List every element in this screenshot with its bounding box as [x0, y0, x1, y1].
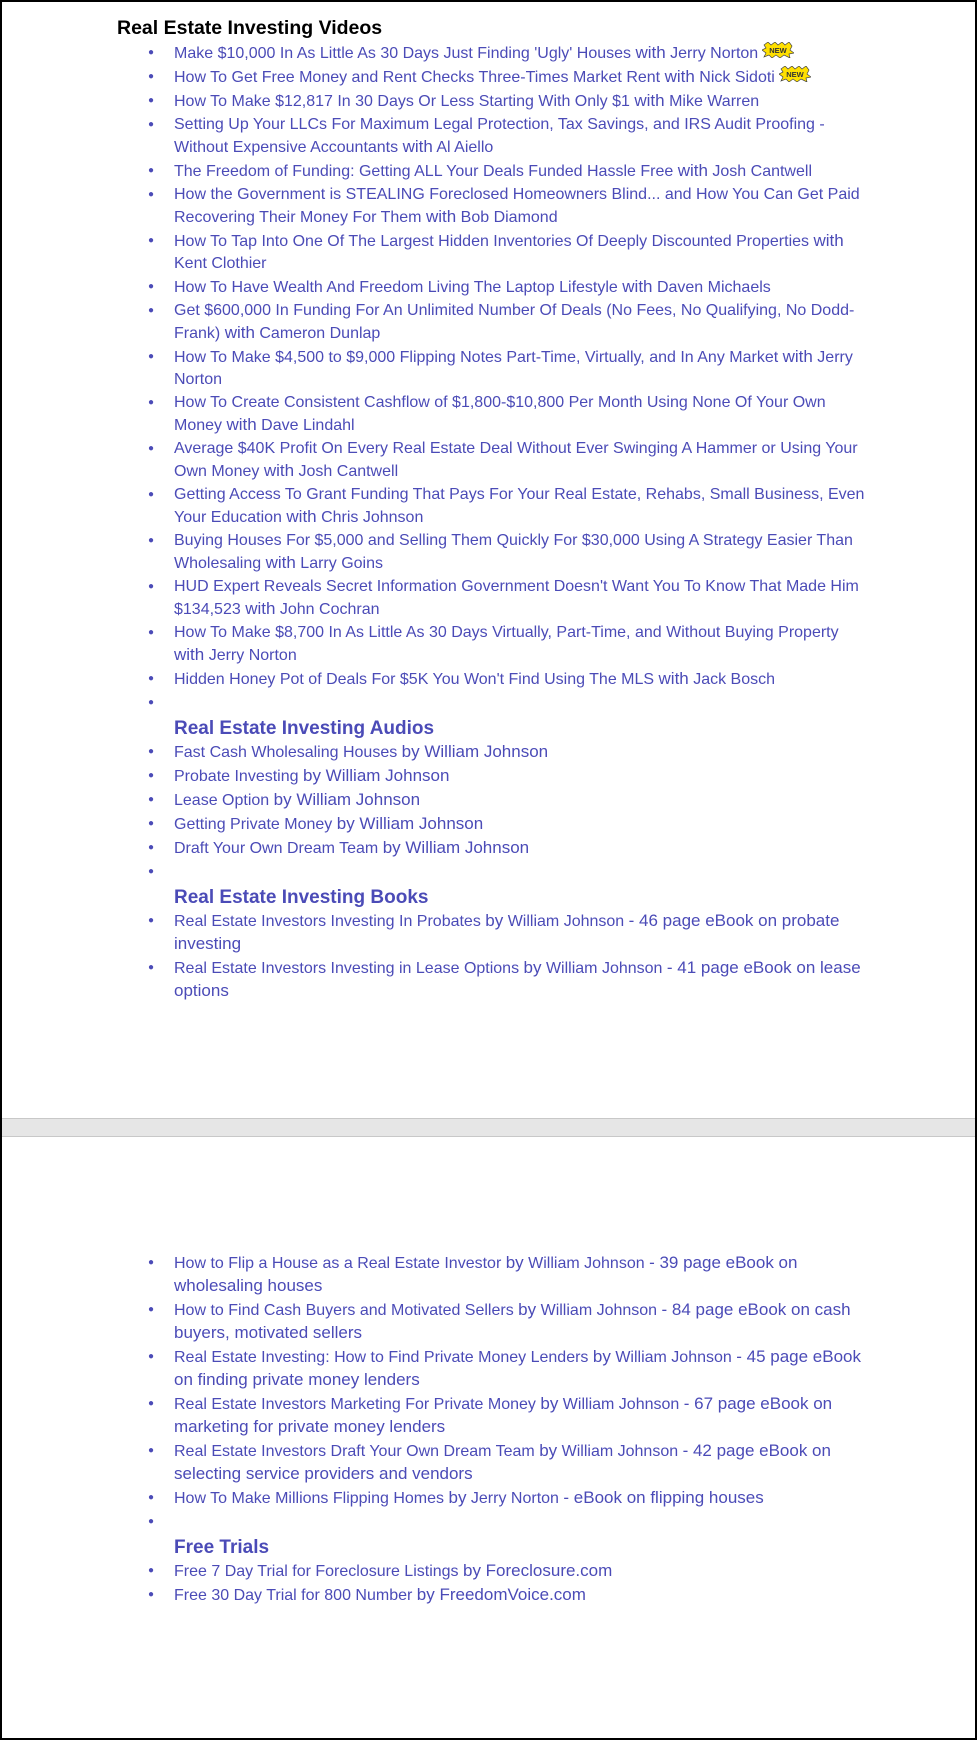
list-item: ● Hidden Honey Pot of Deals For $5K You Won't Find Using The MLS with Jack Bosch [152, 668, 872, 691]
list-item: ● How to Find Cash Buyers and Motivated Sellers by William Johnson - 84 page eBook on cash buyers, motivated sellers [152, 1299, 872, 1345]
list-item: ● How To Create Consistent Cashflow of $1,800-$10,800 Per Month Using None Of Your Own Money with Dave Lindahl [152, 392, 872, 437]
list-item-section-trials [152, 1511, 872, 1559]
audio-link[interactable]: Draft Your Own Dream Team [174, 840, 379, 857]
video-link[interactable]: Average $40K Profit On Every Real Estate Deal Without Ever Swinging A Hammer or Using Your Own Money [174, 440, 858, 480]
video-link[interactable]: Get $600,000 In Funding For An Unlimited Number Of Deals (No Fees, No Qualifying, No Dodd-Frank) [174, 302, 855, 342]
video-link[interactable]: How the Government is STEALING Foreclosed Homeowners Blind... and How You Can Get Paid Recovering Their Money For Them [174, 186, 860, 226]
list-item: ● Free 30 Day Trial for 800 Number by FreedomVoice.com [152, 1584, 872, 1607]
video-link[interactable]: How To Create Consistent Cashflow of $1,800-$10,800 Per Month Using None Of Your Own Money [174, 394, 826, 434]
list-item: ● HUD Expert Reveals Secret Information Government Doesn't Want You To Know That Made Him $134,523 with John Cochran [152, 576, 872, 621]
books-list-continued [152, 1252, 872, 1608]
list-item: ● How To Make Millions Flipping Homes by Jerry Norton - eBook on flipping houses [152, 1487, 872, 1510]
audio-link[interactable]: Probate Investing [174, 768, 299, 785]
list-item: ● Free 7 Day Trial for Foreclosure Listings by Foreclosure.com [152, 1560, 872, 1583]
list-item: ● Setting Up Your LLCs For Maximum Legal Protection, Tax Savings, and IRS Audit Proofing - Without Expensive Accountants with Al Aiello [152, 114, 872, 159]
list-item: ● How To Make $4,500 to $9,000 Flipping Notes Part-Time, Virtually, and In Any Market with Jerry Norton [152, 346, 872, 391]
audio-link[interactable]: Fast Cash Wholesaling Houses [174, 744, 398, 761]
video-link[interactable]: Buying Houses For $5,000 and Selling Them Quickly For $30,000 Using A Strategy Easier Than Wholesaling [174, 532, 853, 572]
book-link[interactable]: How to Find Cash Buyers and Motivated Sellers [174, 1302, 514, 1319]
trial-link[interactable]: Free 7 Day Trial for Foreclosure Listings [174, 1563, 459, 1580]
book-link[interactable]: Real Estate Investors Marketing For Private Money [174, 1396, 536, 1413]
list-item: ● Average $40K Profit On Every Real Estate Deal Without Ever Swinging A Hammer or Using Your Own Money with Josh Cantwell [152, 438, 872, 483]
video-link[interactable]: How To Make $12,817 In 30 Days Or Less Starting With Only $1 [174, 93, 630, 110]
trial-link[interactable]: Free 30 Day Trial for 800 Number [174, 1587, 413, 1604]
books-heading: ● Real Estate Investing Books [174, 887, 429, 908]
video-link[interactable]: Make $10,000 In As Little As 30 Days Just Finding 'Ugly' Houses [174, 45, 632, 62]
videos-heading: Real Estate Investing Videos [117, 17, 383, 39]
video-link[interactable]: HUD Expert Reveals Secret Information Government Doesn't Want You To Know That Made Him $134,523 [174, 578, 859, 618]
list-item: ● Real Estate Investors Investing In Probates by William Johnson - 46 page eBook on probate investing [152, 910, 872, 956]
videos-list [152, 42, 872, 1004]
video-link[interactable]: The Freedom of Funding: Getting ALL Your Deals Funded Hassle Free [174, 163, 674, 180]
list-item: ● The Freedom of Funding: Getting ALL Your Deals Funded Hassle Free with Josh Cantwell [152, 160, 872, 183]
list-item: ● Real Estate Investing: How to Find Private Money Lenders by William Johnson - 45 page eBook on finding private money lenders [152, 1346, 872, 1392]
svg-text:NEW: NEW [769, 46, 787, 55]
page-2 [2, 1137, 975, 1736]
list-item: ● Buying Houses For $5,000 and Selling Them Quickly For $30,000 Using A Strategy Easier Than Wholesaling with Larry Goins [152, 530, 872, 575]
list-item: ● How to Flip a House as a Real Estate Investor by William Johnson - 39 page eBook on wholesaling houses [152, 1252, 872, 1298]
video-link[interactable]: How To Get Free Money and Rent Checks Three-Times Market Rent [174, 69, 661, 86]
book-link[interactable]: Real Estate Investing: How to Find Private Money Lenders [174, 1349, 589, 1366]
trials-heading: ● Free Trials [174, 1537, 270, 1558]
list-item: ● How To Get Free Money and Rent Checks Three-Times Market Rent with Nick Sidoti NEW [152, 66, 872, 89]
new-badge-icon [779, 66, 811, 82]
list-item: ● Lease Option by William Johnson [152, 789, 872, 812]
audio-link[interactable]: Lease Option [174, 792, 270, 809]
list-item: ● How To Tap Into One Of The Largest Hidden Inventories Of Deeply Discounted Properties with Kent Clothier [152, 230, 872, 275]
list-item: ● Getting Private Money by William Johnson [152, 813, 872, 836]
list-item-section-books [152, 861, 872, 909]
new-badge-icon [762, 42, 794, 58]
page-break-divider [2, 1118, 975, 1137]
book-link[interactable]: How to Flip a House as a Real Estate Investor [174, 1255, 502, 1272]
book-link[interactable]: Real Estate Investors Draft Your Own Dream Team [174, 1443, 535, 1460]
list-item: ● Fast Cash Wholesaling Houses by William Johnson [152, 741, 872, 764]
list-item: ● How To Make $8,700 In As Little As 30 Days Virtually, Part-Time, and Without Buying Property with Jerry Norton [152, 622, 872, 667]
list-item: ● Probate Investing by William Johnson [152, 765, 872, 788]
video-link[interactable]: How To Tap Into One Of The Largest Hidden Inventories Of Deeply Discounted Properties [174, 233, 810, 250]
list-item: ● Draft Your Own Dream Team by William Johnson [152, 837, 872, 860]
video-link[interactable]: Getting Access To Grant Funding That Pays For Your Real Estate, Rehabs, Small Business, Even Your Education [174, 486, 865, 526]
list-item: ● Real Estate Investors Marketing For Private Money by William Johnson - 67 page eBook on marketing for private money lenders [152, 1393, 872, 1439]
list-item: ● Make $10,000 In As Little As 30 Days Just Finding 'Ugly' Houses with Jerry Norton NEW [152, 42, 872, 65]
video-link[interactable]: How To Make $8,700 In As Little As 30 Days Virtually, Part-Time, and Without Buying Property [174, 624, 839, 641]
video-link[interactable]: How To Make $4,500 to $9,000 Flipping Notes Part-Time, Virtually, and In Any Market [174, 349, 779, 366]
svg-text:NEW: NEW [786, 70, 804, 79]
list-item: ● How To Have Wealth And Freedom Living The Laptop Lifestyle with Daven Michaels [152, 276, 872, 299]
book-link[interactable]: Real Estate Investors Investing In Probates [174, 913, 481, 930]
list-item: ● How the Government is STEALING Foreclosed Homeowners Blind... and How You Can Get Paid Recovering Their Money For Them with Bob Diamond [152, 184, 872, 229]
audio-link[interactable]: Getting Private Money [174, 816, 333, 833]
video-link[interactable]: How To Have Wealth And Freedom Living The Laptop Lifestyle [174, 279, 618, 296]
list-item: ● How To Make $12,817 In 30 Days Or Less Starting With Only $1 with Mike Warren [152, 90, 872, 113]
list-item: ● Real Estate Investors Investing in Lease Options by William Johnson - 41 page eBook on lease options [152, 957, 872, 1003]
list-item-section-audios [152, 692, 872, 740]
list-item: ● Real Estate Investors Draft Your Own Dream Team by William Johnson - 42 page eBook on selecting service providers and vendors [152, 1440, 872, 1486]
book-link[interactable]: How To Make Millions Flipping Homes [174, 1490, 445, 1507]
list-item: ● Getting Access To Grant Funding That Pays For Your Real Estate, Rehabs, Small Business, Even Your Education with Chris Johnson [152, 484, 872, 529]
list-item: ● Get $600,000 In Funding For An Unlimited Number Of Deals (No Fees, No Qualifying, No Dodd-Frank) with Cameron Dunlap [152, 300, 872, 345]
video-link[interactable]: Hidden Honey Pot of Deals For $5K You Won't Find Using The MLS [174, 671, 655, 688]
video-link[interactable]: Setting Up Your LLCs For Maximum Legal Protection, Tax Savings, and IRS Audit Proofing - Without Expensive Accountants [174, 116, 825, 156]
audios-heading: ● Real Estate Investing Audios [174, 718, 435, 739]
book-link[interactable]: Real Estate Investors Investing in Lease Options [174, 960, 520, 977]
page-1 [2, 0, 975, 1118]
